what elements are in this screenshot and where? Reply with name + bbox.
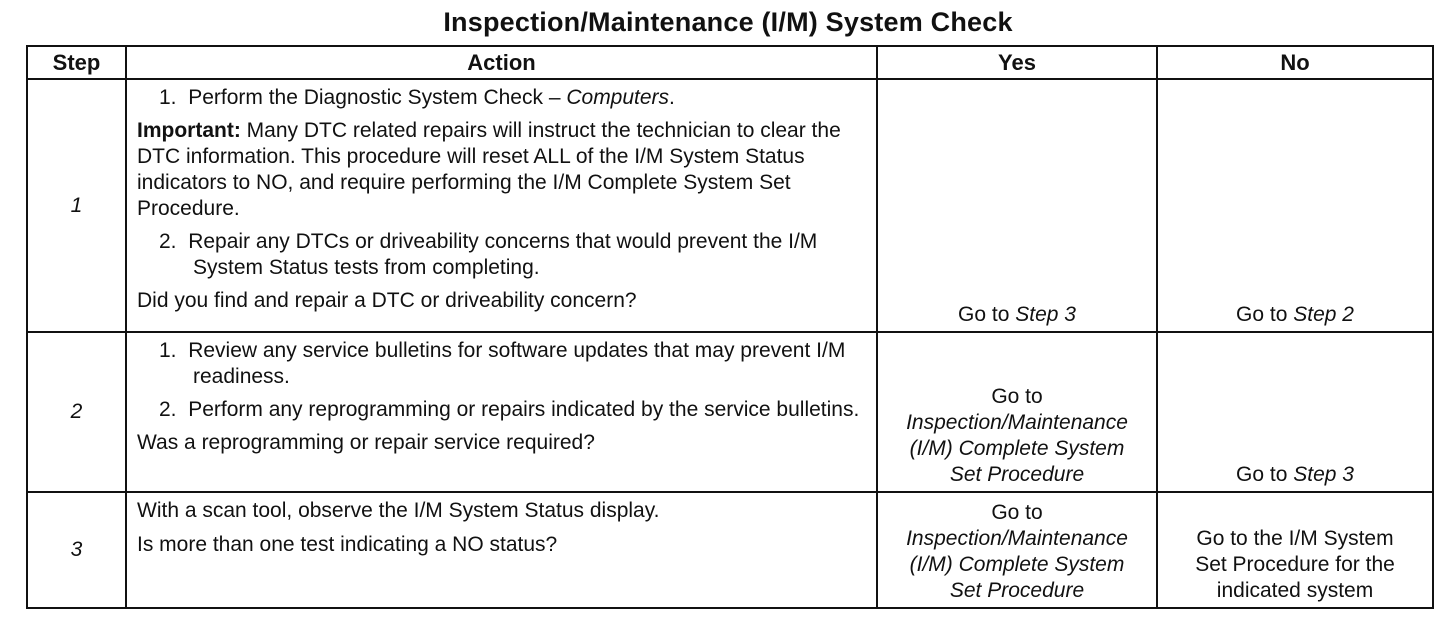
item-text: Repair any DTCs or driveability concerns that would prevent the I/M System Status tests from completing. [188, 230, 818, 279]
no-procedure-link[interactable] [1160, 526, 1430, 604]
header-no: No [1157, 46, 1433, 79]
yes-procedure-line: Inspection/Maintenance [906, 527, 1128, 550]
item-text: Perform any reprogramming or repairs indicated by the service bulletins. [188, 398, 860, 421]
table-row [27, 332, 1433, 492]
important-label: Important: [137, 119, 241, 142]
no-procedure-line: Go to the I/M System [1196, 527, 1394, 550]
action-question: Did you find and repair a DTC or driveability concern? [137, 289, 637, 312]
action-item [137, 85, 868, 111]
no-step-link[interactable]: Step 3 [1293, 463, 1354, 486]
yes-procedure-line: (I/M) Complete System [909, 437, 1125, 460]
action-question: Is more than one test indicating a NO status? [137, 533, 558, 556]
item-text: Review any service bulletins for software updates that may prevent I/M readiness. [188, 339, 846, 388]
yes-cell [877, 332, 1157, 492]
important-text: Many DTC related repairs will instruct the technician to clear the DTC information. This procedure will reset ALL of the I/M System Status indicators to NO, and require performing the I/M Complete System Set Procedure. [137, 119, 841, 220]
item-reference: Computers [566, 86, 670, 109]
no-procedure-line: indicated system [1216, 579, 1374, 602]
yes-prefix: Go to [958, 303, 1016, 326]
no-cell [1157, 79, 1433, 332]
no-cell [1157, 492, 1433, 608]
yes-cell [877, 492, 1157, 608]
item-text: Perform the Diagnostic System Check – [188, 86, 567, 109]
header-action: Action [126, 46, 877, 79]
action-cell [126, 79, 877, 332]
yes-prefix: Go to [991, 501, 1043, 524]
yes-step-link[interactable]: Step 3 [1015, 303, 1076, 326]
system-check-table [26, 45, 1434, 609]
header-step: Step [27, 46, 126, 79]
item-end: . [669, 86, 675, 109]
item-number: 2. [159, 398, 177, 421]
action-item [137, 338, 868, 390]
action-cell [126, 332, 877, 492]
step-number: 3 [27, 492, 126, 608]
action-item [137, 229, 868, 281]
item-number: 1. [159, 339, 177, 362]
item-number: 2. [159, 230, 177, 253]
no-step-link[interactable]: Step 2 [1293, 303, 1354, 326]
action-cell [126, 492, 877, 608]
yes-cell [877, 79, 1157, 332]
action-item [137, 397, 868, 423]
action-question: Was a reprogramming or repair service required? [137, 431, 595, 454]
important-note [137, 118, 868, 222]
no-procedure-line: Set Procedure for the [1195, 553, 1395, 576]
no-prefix: Go to [1236, 463, 1294, 486]
yes-procedure-link[interactable] [880, 410, 1154, 488]
page-title: Inspection/Maintenance (I/M) System Check [443, 7, 1013, 37]
header-yes: Yes [877, 46, 1157, 79]
yes-procedure-link[interactable] [880, 526, 1154, 604]
yes-procedure-line: (I/M) Complete System [909, 553, 1125, 576]
step-number: 1 [27, 79, 126, 332]
no-prefix: Go to [1236, 303, 1294, 326]
action-text: With a scan tool, observe the I/M System Status display. [137, 499, 660, 522]
item-number: 1. [159, 86, 177, 109]
table-row [27, 492, 1433, 608]
step-number: 2 [27, 332, 126, 492]
yes-prefix: Go to [991, 385, 1043, 408]
yes-procedure-line: Inspection/Maintenance [906, 411, 1128, 434]
yes-procedure-line: Set Procedure [949, 463, 1085, 486]
header-row [27, 46, 1433, 79]
no-cell [1157, 332, 1433, 492]
yes-procedure-line: Set Procedure [949, 579, 1085, 602]
table-row [27, 79, 1433, 332]
